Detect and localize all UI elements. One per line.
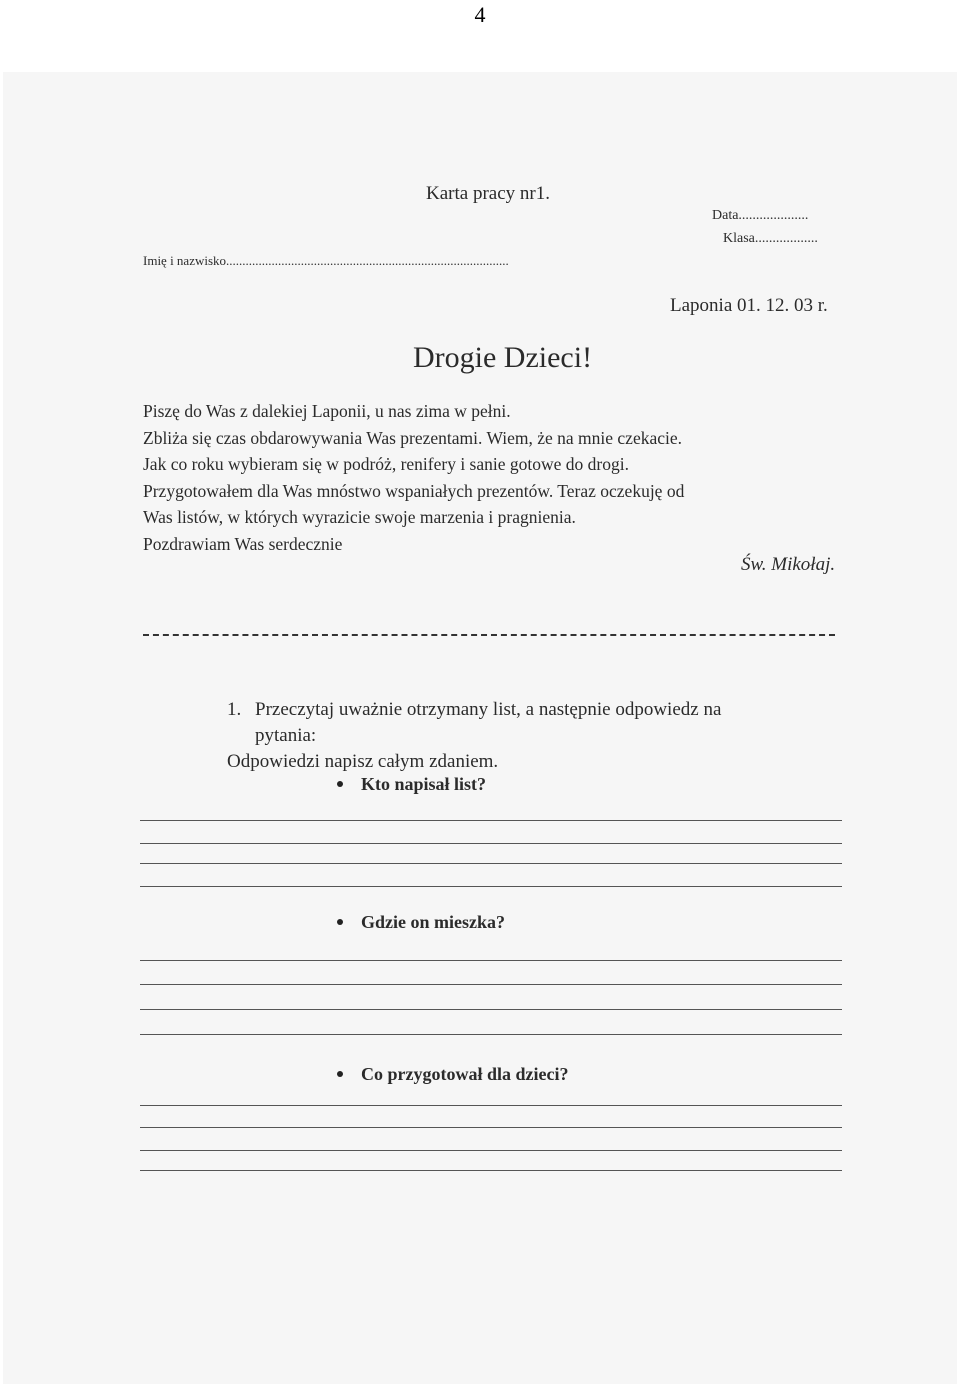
place-date: Laponia 01. 12. 03 r. (670, 295, 828, 316)
task-number: 1. (227, 699, 242, 720)
bullet-icon (337, 781, 343, 787)
letter-line: Przygotowałem dla Was mnóstwo wspaniałych prezentów. Teraz oczekuję od (143, 480, 685, 501)
answer-line[interactable] (140, 1127, 842, 1128)
answer-line[interactable] (140, 1150, 842, 1151)
cut-line-divider (143, 634, 835, 636)
question-3 (337, 1064, 568, 1085)
name-field: Imię i nazwisko....................................................................................... (143, 253, 509, 268)
letter-body (143, 398, 843, 557)
letter-greeting: Drogie Dzieci! (413, 341, 593, 374)
bullet-icon (337, 1071, 343, 1077)
question-text: Gdzie on mieszka? (361, 912, 505, 932)
question-1 (337, 774, 486, 795)
answer-line[interactable] (140, 984, 842, 985)
answer-line[interactable] (140, 820, 842, 821)
answer-line[interactable] (140, 843, 842, 844)
answer-line[interactable] (140, 863, 842, 864)
question-2 (337, 912, 505, 933)
letter-line: Piszę do Was z dalekiej Laponii, u nas zima w pełni. (143, 401, 511, 421)
letter-line: Zbliża się czas obdarowywania Was prezentami. Wiem, że na mnie czekacie. (143, 427, 683, 448)
question-text: Kto napisał list? (361, 774, 487, 794)
answer-line[interactable] (140, 1170, 842, 1171)
letter-signature: Św. Mikołaj. (741, 554, 836, 575)
bullet-icon (337, 919, 343, 925)
worksheet-title: Karta pracy nr1. (426, 183, 550, 204)
class-field: Klasa.................. (723, 231, 818, 246)
answer-line[interactable] (140, 1034, 842, 1035)
letter-line: Jak co roku wybieram się w podróż, renifery i sanie gotowe do drogi. (143, 454, 629, 474)
answer-line[interactable] (140, 1009, 842, 1010)
task-text-continued: pytania: (255, 725, 317, 746)
letter-line: Was listów, w których wyrazicie swoje marzenia i pragnienia. (143, 507, 576, 527)
date-field: Data.................... (712, 208, 809, 223)
task-instruction: Odpowiedzi napisz całym zdaniem. (227, 751, 499, 772)
answer-line[interactable] (140, 1105, 842, 1106)
question-text: Co przygotował dla dzieci? (361, 1064, 569, 1084)
answer-line[interactable] (140, 886, 842, 887)
task-text: Przeczytaj uważnie otrzymany list, a następnie odpowiedz na (255, 699, 722, 720)
letter-line: Pozdrawiam Was serdecznie (143, 533, 343, 554)
answer-line[interactable] (140, 960, 842, 961)
page-number: 4 (474, 2, 486, 27)
